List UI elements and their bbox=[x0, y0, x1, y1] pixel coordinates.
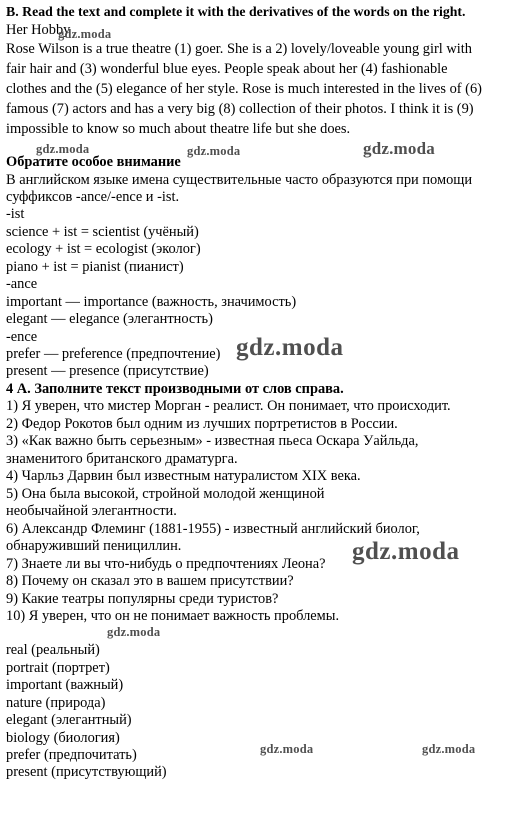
word-item: elegant (элегантный) bbox=[6, 712, 132, 728]
exercise-line: 9) Какие театры популярны среди туристов? bbox=[6, 591, 279, 607]
exercise-4a-heading: 4 А. Заполните текст производными от слов справа. bbox=[6, 381, 344, 397]
note-line: -ance bbox=[6, 276, 38, 292]
note-line: суффиксов -ance/-ence и -ist. bbox=[6, 189, 180, 205]
exercise-line: знаменитого британского драматурга. bbox=[6, 451, 238, 467]
exercise-line: 3) «Как важно быть серьезным» - известная пьеса Оскара Уайльда, bbox=[6, 433, 419, 449]
watermark: gdz.moda bbox=[363, 139, 435, 158]
note-line: В английском языке имена существительные часто образуются при помощи bbox=[6, 172, 473, 188]
watermark: gdz.moda bbox=[36, 142, 90, 156]
text-line: impossible to know so much about theatre life but she does. bbox=[6, 121, 351, 137]
exercise-line: 2) Федор Рокотов был одним из лучших портретистов в России. bbox=[6, 416, 398, 432]
exercise-line: 5) Она была высокой, стройной молодой женщиной bbox=[6, 486, 325, 502]
exercise-line: 10) Я уверен, что он не понимает важность проблемы. bbox=[6, 608, 340, 624]
word-item: real (реальный) bbox=[6, 642, 100, 658]
exercise-b-title: B. Read the text and complete it with the derivatives of the words on the right. bbox=[6, 4, 466, 19]
exercise-line: 7) Знаете ли вы что-нибудь о предпочтениях Леона? bbox=[6, 556, 326, 572]
note-line: piano + ist = pianist (пианист) bbox=[6, 259, 184, 275]
note-line: prefer — preference (предпочтение) bbox=[6, 346, 221, 362]
note-line: ecology + ist = ecologist (эколог) bbox=[6, 241, 201, 257]
exercise-line: обнаруживший пенициллин. bbox=[6, 538, 182, 554]
word-item: present (присутствующий) bbox=[6, 764, 167, 780]
text-heading: Her Hobby bbox=[6, 22, 71, 38]
exercise-line: необычайной элегантности. bbox=[6, 503, 177, 519]
exercise-line: 4) Чарльз Дарвин был известным натуралистом XIX века. bbox=[6, 468, 361, 484]
note-heading: Обратите особое внимание bbox=[6, 154, 181, 170]
watermark: gdz.moda bbox=[352, 538, 460, 565]
exercise-line: 6) Александр Флеминг (1881-1955) - известный английский биолог, bbox=[6, 521, 420, 537]
watermark: gdz.moda bbox=[236, 334, 344, 361]
text-line: clothes and the (5) elegance of her style. Rose is much interested in the lives of (6) bbox=[6, 81, 482, 97]
note-line: -ence bbox=[6, 329, 38, 345]
watermark: gdz.moda bbox=[58, 27, 112, 41]
word-item: portrait (портрет) bbox=[6, 660, 110, 676]
note-line: -ist bbox=[6, 206, 25, 222]
exercise-line: 8) Почему он сказал это в вашем присутствии? bbox=[6, 573, 294, 589]
watermark: gdz.moda bbox=[187, 144, 241, 158]
watermark: gdz.moda bbox=[422, 742, 476, 756]
word-item: important (важный) bbox=[6, 677, 124, 693]
note-line: science + ist = scientist (учёный) bbox=[6, 224, 199, 240]
word-item: biology (биология) bbox=[6, 730, 120, 746]
note-line: elegant — elegance (элегантность) bbox=[6, 311, 213, 327]
watermark: gdz.moda bbox=[260, 742, 314, 756]
word-item: nature (природа) bbox=[6, 695, 106, 711]
note-line: present — presence (присутствие) bbox=[6, 363, 209, 379]
watermark: gdz.moda bbox=[107, 625, 161, 639]
text-line: fair hair and (3) wonderful blue eyes. People speak about her (4) fashionable bbox=[6, 61, 448, 77]
text-line: Rose Wilson is a true theatre (1) goer. She is a 2) lovely/loveable young girl with bbox=[6, 41, 472, 57]
text-line: famous (7) actors and has a very big (8) collection of their photos. I think it is (9) bbox=[6, 101, 474, 117]
exercise-line: 1) Я уверен, что мистер Морган - реалист. Он понимает, что происходит. bbox=[6, 398, 451, 414]
word-item: prefer (предпочитать) bbox=[6, 747, 137, 763]
note-line: important — importance (важность, значимость) bbox=[6, 294, 297, 310]
